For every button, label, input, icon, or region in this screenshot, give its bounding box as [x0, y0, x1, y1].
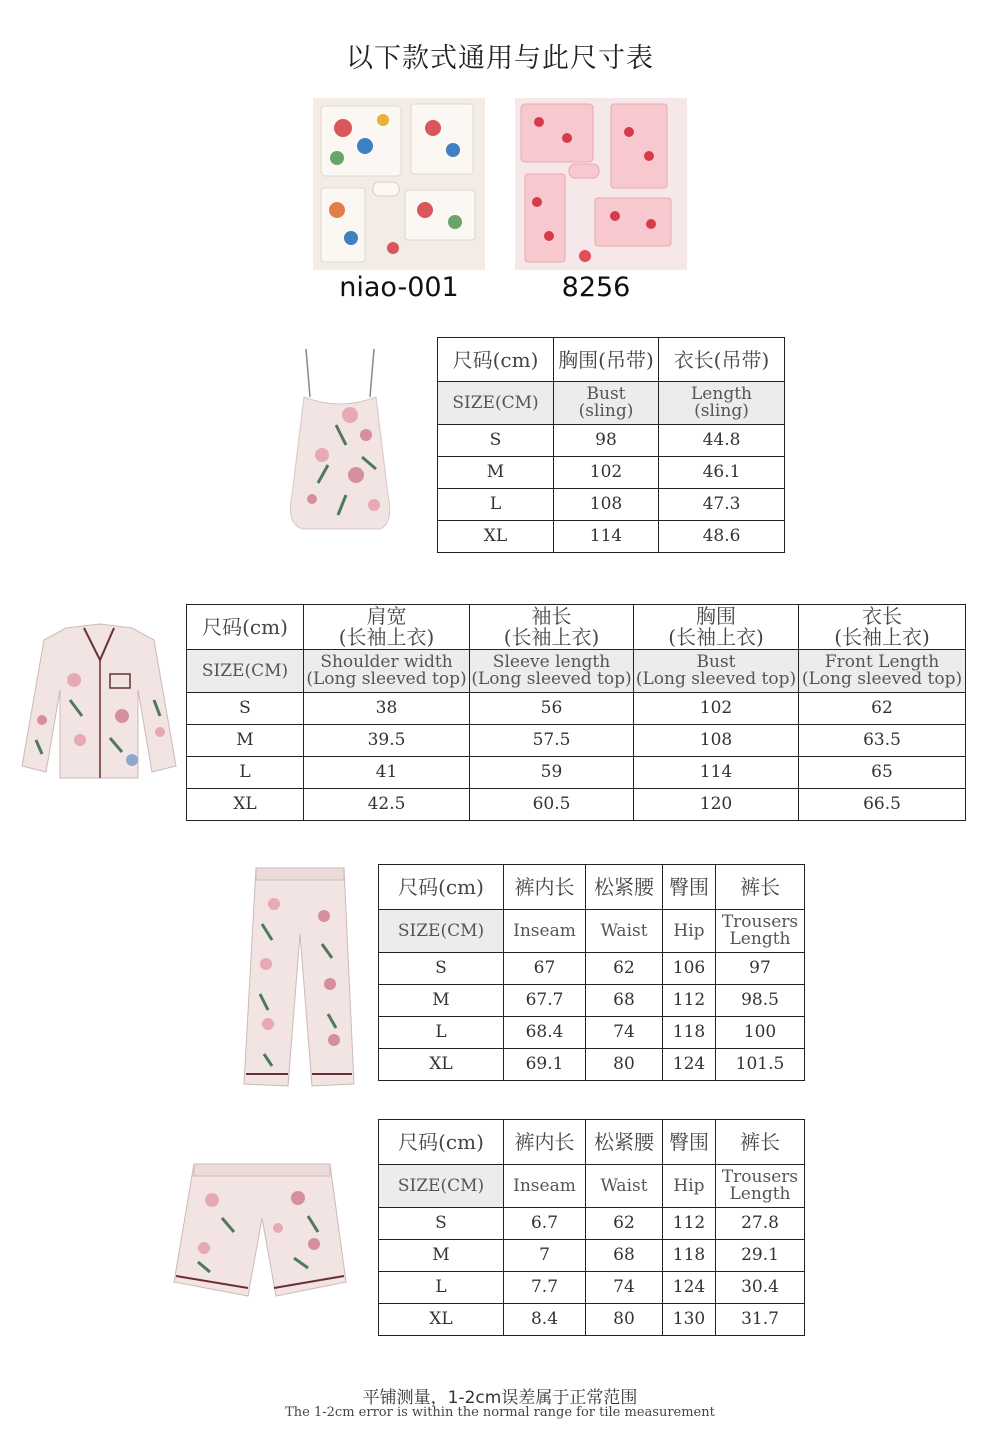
inseam-cell: 68.4	[504, 1017, 586, 1049]
header-hip-cn: 臀围	[663, 1120, 716, 1165]
header-length-cn: 衣长(吊带)	[659, 338, 785, 382]
size-cell: M	[438, 457, 554, 489]
table-row	[379, 1017, 805, 1049]
header-waist-cn: 松紧腰	[586, 865, 663, 910]
table-row	[187, 757, 966, 789]
shoulder-cell: 38	[304, 693, 470, 725]
header-size-en: SIZE(CM)	[187, 650, 304, 693]
bust-cell: 108	[554, 489, 659, 521]
waist-cell: 62	[586, 953, 663, 985]
header-waist-cn: 松紧腰	[586, 1120, 663, 1165]
size-cell: S	[379, 953, 504, 985]
bust-cell: 102	[554, 457, 659, 489]
header-size-en: SIZE(CM)	[379, 910, 504, 953]
length-cell: 46.1	[659, 457, 785, 489]
sling-size-table	[437, 337, 785, 553]
header-waist-en: Waist	[586, 1165, 663, 1208]
shorts-size-table	[378, 1119, 805, 1336]
waist-cell: 68	[586, 985, 663, 1017]
table-row	[187, 789, 966, 821]
length-cell: 101.5	[716, 1049, 805, 1081]
header-size-cn: 尺码(cm)	[438, 338, 554, 382]
header-shoulder-en: Shoulder width (Long sleeved top)	[304, 650, 470, 693]
length-cell: 48.6	[659, 521, 785, 553]
hip-cell: 118	[663, 1240, 716, 1272]
measurement-note-en: The 1-2cm error is within the normal range for tile measurement	[285, 1405, 715, 1420]
table-row	[187, 693, 966, 725]
length-cell: 30.4	[716, 1272, 805, 1304]
header-hip-en: Hip	[663, 1165, 716, 1208]
header-bust-en: Bust (Long sleeved top)	[634, 650, 799, 693]
length-cell: 63.5	[799, 725, 966, 757]
waist-cell: 68	[586, 1240, 663, 1272]
table-row	[379, 1304, 805, 1336]
inseam-cell: 7	[504, 1240, 586, 1272]
sleeve-cell: 56	[470, 693, 634, 725]
bust-cell: 98	[554, 425, 659, 457]
length-cell: 27.8	[716, 1208, 805, 1240]
table-row	[379, 985, 805, 1017]
header-hip-cn: 臀围	[663, 865, 716, 910]
header-sleeve-cn: 袖长 (长袖上衣)	[470, 605, 634, 650]
hip-cell: 124	[663, 1049, 716, 1081]
size-cell: M	[379, 1240, 504, 1272]
product-photo-8256	[515, 98, 687, 270]
length-cell: 98.5	[716, 985, 805, 1017]
inseam-cell: 67.7	[504, 985, 586, 1017]
bust-cell: 114	[554, 521, 659, 553]
page-title: 以下款式通用与此尺寸表	[346, 43, 654, 74]
bust-cell: 108	[634, 725, 799, 757]
size-cell: S	[379, 1208, 504, 1240]
size-cell: M	[379, 985, 504, 1017]
trousers-photo	[238, 864, 356, 1090]
shoulder-cell: 42.5	[304, 789, 470, 821]
waist-cell: 80	[586, 1304, 663, 1336]
header-length-en: Front Length (Long sleeved top)	[799, 650, 966, 693]
bust-cell: 102	[634, 693, 799, 725]
size-cell: L	[187, 757, 304, 789]
table-row	[379, 1272, 805, 1304]
header-inseam-en: Inseam	[504, 1165, 586, 1208]
header-length-en: Trousers Length	[716, 1165, 805, 1208]
header-size-cn: 尺码(cm)	[187, 605, 304, 650]
header-bust-cn: 胸围(吊带)	[554, 338, 659, 382]
header-inseam-cn: 裤内长	[504, 1120, 586, 1165]
size-cell: XL	[379, 1049, 504, 1081]
header-size-en: SIZE(CM)	[438, 382, 554, 425]
hip-cell: 112	[663, 1208, 716, 1240]
size-cell: L	[438, 489, 554, 521]
hip-cell: 106	[663, 953, 716, 985]
table-row	[438, 521, 785, 553]
size-cell: L	[379, 1017, 504, 1049]
length-cell: 29.1	[716, 1240, 805, 1272]
header-bust-en: Bust (sling)	[554, 382, 659, 425]
header-hip-en: Hip	[663, 910, 716, 953]
shoulder-cell: 41	[304, 757, 470, 789]
hip-cell: 130	[663, 1304, 716, 1336]
table-row	[438, 457, 785, 489]
waist-cell: 80	[586, 1049, 663, 1081]
waist-cell: 74	[586, 1272, 663, 1304]
size-cell: S	[187, 693, 304, 725]
header-bust-cn: 胸围 (长袖上衣)	[634, 605, 799, 650]
header-length-en: Trousers Length	[716, 910, 805, 953]
inseam-cell: 6.7	[504, 1208, 586, 1240]
inseam-cell: 69.1	[504, 1049, 586, 1081]
header-inseam-en: Inseam	[504, 910, 586, 953]
size-cell: XL	[187, 789, 304, 821]
table-row	[438, 489, 785, 521]
length-cell: 100	[716, 1017, 805, 1049]
table-row	[379, 1208, 805, 1240]
size-cell: XL	[379, 1304, 504, 1336]
header-length-cn: 裤长	[716, 865, 805, 910]
measurement-note-cn: 平铺测量，1-2cm误差属于正常范围	[362, 1388, 638, 1408]
header-length-en: Length (sling)	[659, 382, 785, 425]
shoulder-cell: 39.5	[304, 725, 470, 757]
bust-cell: 120	[634, 789, 799, 821]
table-row	[379, 953, 805, 985]
sleeve-cell: 59	[470, 757, 634, 789]
table-row	[438, 425, 785, 457]
header-length-cn: 裤长	[716, 1120, 805, 1165]
product-code-2: 8256	[561, 272, 631, 303]
inseam-cell: 7.7	[504, 1272, 586, 1304]
bust-cell: 114	[634, 757, 799, 789]
waist-cell: 74	[586, 1017, 663, 1049]
table-row	[379, 1049, 805, 1081]
table-row	[187, 725, 966, 757]
hip-cell: 118	[663, 1017, 716, 1049]
header-length-cn: 衣长 (长袖上衣)	[799, 605, 966, 650]
shorts-photo	[168, 1158, 354, 1302]
header-shoulder-cn: 肩宽 (长袖上衣)	[304, 605, 470, 650]
trousers-size-table	[378, 864, 805, 1081]
length-cell: 31.7	[716, 1304, 805, 1336]
inseam-cell: 8.4	[504, 1304, 586, 1336]
header-size-cn: 尺码(cm)	[379, 865, 504, 910]
product-photo-niao-001	[313, 98, 485, 270]
size-cell: XL	[438, 521, 554, 553]
header-waist-en: Waist	[586, 910, 663, 953]
sleeve-cell: 57.5	[470, 725, 634, 757]
length-cell: 66.5	[799, 789, 966, 821]
sleeve-cell: 60.5	[470, 789, 634, 821]
length-cell: 62	[799, 693, 966, 725]
header-sleeve-en: Sleeve length (Long sleeved top)	[470, 650, 634, 693]
header-size-en: SIZE(CM)	[379, 1165, 504, 1208]
long-sleeve-size-table	[186, 604, 966, 821]
length-cell: 44.8	[659, 425, 785, 457]
size-cell: S	[438, 425, 554, 457]
waist-cell: 62	[586, 1208, 663, 1240]
length-cell: 47.3	[659, 489, 785, 521]
header-size-cn: 尺码(cm)	[379, 1120, 504, 1165]
header-inseam-cn: 裤内长	[504, 865, 586, 910]
hip-cell: 124	[663, 1272, 716, 1304]
hip-cell: 112	[663, 985, 716, 1017]
size-cell: L	[379, 1272, 504, 1304]
inseam-cell: 67	[504, 953, 586, 985]
camisole-photo	[276, 345, 406, 533]
length-cell: 97	[716, 953, 805, 985]
long-sleeve-shirt-photo	[14, 620, 184, 782]
product-code-1: niao-001	[339, 272, 459, 303]
length-cell: 65	[799, 757, 966, 789]
size-cell: M	[187, 725, 304, 757]
table-row	[379, 1240, 805, 1272]
